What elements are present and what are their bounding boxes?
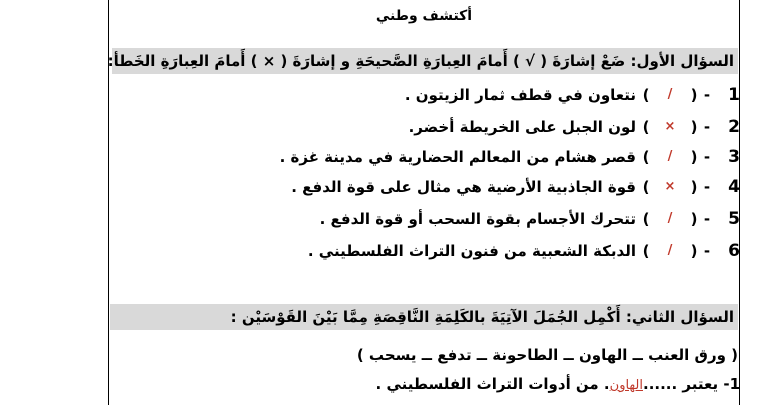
- answer-mark[interactable]: /: [667, 211, 673, 226]
- question-1-item: [291, 174, 740, 200]
- question-1-item: [280, 144, 740, 170]
- question-1-heading: السؤال الأول: ضَعْ إشارَةَ ( √ ) أَمامَ العِبارَةِ الصَّحيحَةِ و إشارَةَ ( × ) أَمامَ العِبارَةِ الخَطأ:: [112, 48, 738, 74]
- question-1-item: [409, 114, 740, 140]
- answer-mark[interactable]: ×: [664, 119, 676, 134]
- close-paren: ): [642, 118, 650, 136]
- question-1-item: [320, 206, 740, 232]
- answer-mark[interactable]: /: [667, 87, 673, 102]
- item-statement: تتحرك الأجسام بقوة السحب أو قوة الدفع .: [319, 210, 636, 228]
- open-paren: (: [690, 210, 698, 228]
- item-dash: -: [703, 148, 711, 166]
- answer-mark[interactable]: ×: [664, 179, 676, 194]
- question-1-item: [308, 238, 740, 264]
- fill-item-prefix: يعتبر ......: [643, 375, 719, 393]
- item-dash: -: [703, 118, 711, 136]
- item-statement: قصر هشام من المعالم الحضارية في مدينة غزة .: [279, 148, 636, 166]
- item-statement: لون الجبل على الخريطة أخضر.: [408, 118, 636, 136]
- question-2-heading: السؤال الثاني: أَكْمِل الجُمَلَ الآتِيَةَ بالكَلِمَةِ النَّاقِصَةِ مِمَّا بَيْنَ القَوْسَيْن :: [110, 304, 738, 330]
- fill-item-answer[interactable]: الهاون: [609, 378, 643, 393]
- open-paren: (: [690, 242, 698, 260]
- item-number: 1: [728, 85, 740, 105]
- item-number: 2: [728, 117, 740, 137]
- item-statement: نتعاون في قطف ثمار الزيتون .: [404, 86, 636, 104]
- fill-item-suffix: . من أدوات التراث الفلسطيني .: [375, 375, 610, 393]
- answer-mark[interactable]: /: [667, 243, 673, 258]
- open-paren: (: [690, 178, 698, 196]
- item-dash: -: [703, 86, 711, 104]
- item-dash: -: [703, 242, 711, 260]
- open-paren: (: [690, 118, 698, 136]
- answer-mark[interactable]: /: [667, 149, 673, 164]
- fill-item-number: 1-: [723, 375, 740, 393]
- page-title: أكتشف وطني: [375, 8, 473, 24]
- item-statement: قوة الجاذبية الأرضية هي مثال على قوة الدفع .: [291, 178, 636, 196]
- word-bank: ( ورق العنب ــ الهاون ــ الطاحونة ــ تدفع ــ يسحب ): [356, 346, 738, 364]
- item-statement: الدبكة الشعبية من فنون التراث الفلسطيني .: [307, 242, 636, 260]
- item-number: 6: [728, 241, 740, 261]
- close-paren: ): [642, 242, 650, 260]
- close-paren: ): [642, 148, 650, 166]
- item-number: 4: [728, 177, 740, 197]
- item-dash: -: [703, 210, 711, 228]
- question-1-item: [405, 82, 740, 108]
- close-paren: ): [642, 178, 650, 196]
- item-dash: -: [703, 178, 711, 196]
- item-number: 5: [728, 209, 740, 229]
- fill-item-1: [376, 372, 740, 396]
- open-paren: (: [690, 86, 698, 104]
- item-number: 3: [728, 147, 740, 167]
- open-paren: (: [690, 148, 698, 166]
- close-paren: ): [642, 210, 650, 228]
- close-paren: ): [642, 86, 650, 104]
